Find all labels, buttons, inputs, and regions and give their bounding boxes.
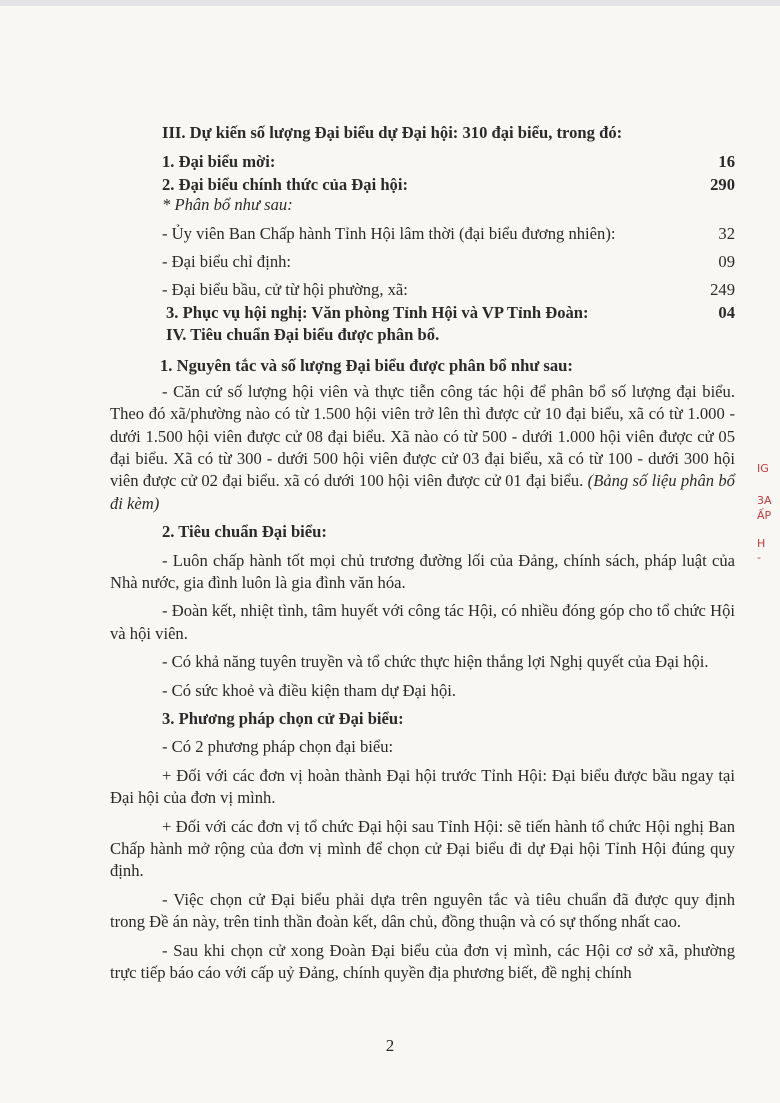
section4-heading: IV. Tiêu chuẩn Đại biểu được phân bổ. bbox=[166, 325, 440, 345]
allocation-label: - Đại biểu bầu, cử từ hội phường, xã: bbox=[162, 280, 408, 300]
allocation-row bbox=[110, 223, 735, 245]
official-delegates-label: 2. Đại biểu chính thức của Đại hội: bbox=[162, 174, 408, 194]
invited-delegates-row bbox=[110, 151, 735, 173]
method-point: - Việc chọn cử Đại biểu phải dựa trên nguyên tắc và tiêu chuẩn đã được quy định trong Đề án này, trên tinh thần đoàn kết, dân chủ, đồng thuận và có sự thống nhất cao. bbox=[110, 889, 735, 932]
allocation-row bbox=[110, 251, 735, 273]
allocation-value: 32 bbox=[718, 223, 735, 243]
official-delegates-row bbox=[110, 174, 735, 196]
sub1-heading: 1. Nguyên tắc và số lượng Đại biểu được phân bổ như sau: bbox=[160, 355, 573, 375]
allocation-table-note: (Bảng số liệu phân bổ đi kèm) bbox=[110, 471, 735, 513]
official-delegates-value: 290 bbox=[710, 174, 735, 194]
service-staff-row bbox=[110, 302, 735, 324]
allocation-principle-paragraph bbox=[110, 381, 735, 515]
method-point: - Sau khi chọn cử xong Đoàn Đại biểu của đơn vị mình, các Hội cơ sở xã, phường trực tiếp báo cáo với cấp uỷ Đảng, chính quyền địa phương biết, đề nghị chính bbox=[110, 940, 735, 982]
allocation-label: - Đại biểu chỉ định: bbox=[162, 251, 292, 271]
method-point: + Đối với các đơn vị hoàn thành Đại hội trước Tỉnh Hội: Đại biểu được bầu ngay tại Đại hội của đơn vị mình. bbox=[110, 765, 735, 808]
service-staff-label: 3. Phục vụ hội nghị: Văn phòng Tỉnh Hội và VP Tỉnh Đoàn: bbox=[166, 302, 589, 322]
allocation-value: 249 bbox=[710, 280, 735, 300]
bleed-through-marks bbox=[757, 462, 779, 602]
sub2-heading: 2. Tiêu chuẩn Đại biểu: bbox=[162, 522, 327, 542]
sub3-heading: 3. Phương pháp chọn cử Đại biểu: bbox=[162, 708, 404, 728]
margin-mark: H bbox=[757, 536, 766, 550]
margin-mark: IG bbox=[757, 462, 769, 475]
allocation-row bbox=[110, 279, 735, 301]
method-point: + Đối với các đơn vị tổ chức Đại hội sau Tỉnh Hội: sẽ tiến hành tổ chức Hội nghị Ban Chấp hành mở rộng của đơn vị mình để chọn cử Đại biểu đi dự Đại hội Tỉnh Hội đúng quy định. bbox=[110, 816, 735, 881]
page-number: 2 bbox=[385, 1036, 395, 1055]
criteria-point: - Có sức khoẻ và điều kiện tham dự Đại hội. bbox=[162, 680, 457, 700]
margin-mark: 3A bbox=[757, 494, 772, 508]
margin-mark: - bbox=[757, 551, 761, 565]
margin-mark: ẤP bbox=[757, 508, 772, 522]
allocation-value: 09 bbox=[718, 251, 735, 271]
invited-delegates-value: 16 bbox=[718, 152, 735, 172]
allocation-note: * Phân bổ như sau: bbox=[162, 195, 293, 215]
criteria-point: - Đoàn kết, nhiệt tình, tâm huyết với công tác Hội, có nhiều đóng góp cho tổ chức Hội và hội viên. bbox=[110, 601, 735, 643]
section3-heading: III. Dự kiến số lượng Đại biểu dự Đại hội: 310 đại biểu, trong đó: bbox=[162, 123, 623, 142]
scan-top-edge bbox=[0, 0, 780, 6]
method-point: - Có 2 phương pháp chọn đại biểu: bbox=[162, 737, 394, 757]
criteria-point: - Có khả năng tuyên truyền và tổ chức thực hiện thắng lợi Nghị quyết của Đại hội. bbox=[162, 652, 709, 672]
allocation-label: - Ủy viên Ban Chấp hành Tỉnh Hội lâm thời (đại biểu đương nhiên): bbox=[162, 223, 616, 243]
criteria-point: - Luôn chấp hành tốt mọi chủ trương đường lối của Đảng, chính sách, pháp luật của Nhà nước, gia đình luôn là gia đình văn hóa. bbox=[110, 550, 735, 593]
service-staff-value: 04 bbox=[718, 302, 735, 322]
allocation-principle-text: - Căn cứ số lượng hội viên và thực tiễn công tác hội để phân bổ số lượng đại biểu. Theo đó xã/phường nào có từ 1.500 hội viên trở lên thì được cử 10 đại biểu, xã có từ 1.000 - dưới 1.500 hội viên được cử 08 đại biểu. Xã nào có từ 500 - dưới 1.000 hội viên được cử 05 đại biểu. Xã có từ 300 - dưới 500 hội viên được cử 03 đại biểu, xã có từ 100 - dưới 300 hội viên được cử 02 đại biểu. xã có dưới 100 hội viên được cử 01 đại biểu. bbox=[110, 381, 735, 491]
document-body bbox=[110, 122, 735, 990]
invited-delegates-label: 1. Đại biểu mời: bbox=[162, 152, 276, 172]
